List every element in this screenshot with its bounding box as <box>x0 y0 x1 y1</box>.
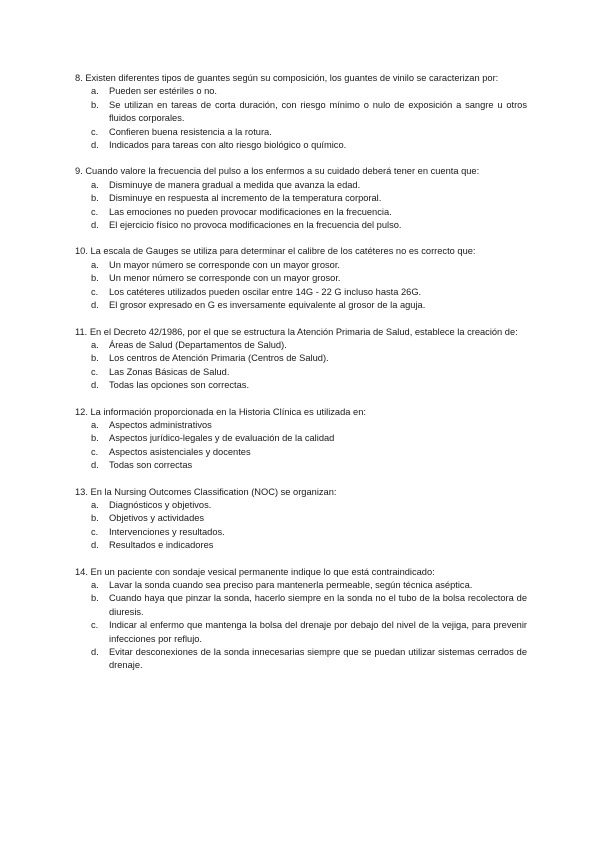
answer-option <box>75 126 527 139</box>
answer-option <box>75 499 527 512</box>
option-text: Un menor número se corresponde con un mayor grosor. <box>109 273 341 284</box>
answer-option <box>75 539 527 552</box>
option-text: Evitar desconexiones de la sonda innecesarias siempre que se puedan utilizar sistemas cerrados de drenaje. <box>109 647 527 671</box>
answer-options-list <box>75 179 527 233</box>
answer-options-list <box>75 85 527 152</box>
option-text: Todas son correctas <box>109 460 193 471</box>
option-text: Aspectos administrativos <box>109 419 212 430</box>
answer-option <box>75 459 527 472</box>
option-letter: c. <box>91 286 99 297</box>
option-letter: b. <box>91 593 99 604</box>
option-text: Diagnósticos y objetivos. <box>109 499 212 510</box>
option-letter: a. <box>91 580 99 590</box>
answer-option <box>75 512 527 525</box>
answer-option <box>75 99 527 126</box>
option-text: El ejercicio físico no provoca modificaciones en la frecuencia del pulso. <box>109 220 402 231</box>
answer-option <box>75 526 527 539</box>
option-letter: d. <box>91 540 99 551</box>
option-text: Disminuye de manera gradual a medida que avanza la edad. <box>109 179 361 190</box>
question-text: 12. La información proporcionada en la Historia Clínica es utilizada en: <box>75 406 366 417</box>
question-block <box>75 486 527 553</box>
option-text: Confieren buena resistencia a la rotura. <box>109 126 272 137</box>
answer-option <box>75 206 527 219</box>
option-letter: a. <box>91 339 99 350</box>
answer-option <box>75 286 527 299</box>
question-block <box>75 165 527 232</box>
option-letter: a. <box>91 499 99 510</box>
option-text: Resultados e indicadores <box>109 540 214 551</box>
answer-option <box>75 259 527 272</box>
answer-option <box>75 85 527 98</box>
option-text: Aspectos asistenciales y docentes <box>109 446 251 457</box>
answer-options-list <box>75 339 527 393</box>
answer-option <box>75 579 527 592</box>
answer-options-list <box>75 499 527 553</box>
option-text: Cuando haya que pinzar la sonda, hacerlo siempre en la sonda no el tubo de la bolsa recolectora de diuresis. <box>109 593 527 617</box>
question-block <box>75 72 527 152</box>
option-letter: c. <box>91 366 99 377</box>
option-letter: d. <box>91 647 99 658</box>
option-text: Lavar la sonda cuando sea preciso para mantenerla permeable, según técnica aséptica. <box>109 580 473 590</box>
option-text: Todas las opciones son correctas. <box>109 380 250 391</box>
option-text: Indicar al enfermo que mantenga la bolsa del drenaje por debajo del nivel de la vejiga, para prevenir infecciones por reflujo. <box>109 620 527 644</box>
question-block <box>75 326 527 393</box>
option-letter: a. <box>91 259 99 270</box>
option-text: Áreas de Salud (Departamentos de Salud). <box>109 339 287 350</box>
answer-option <box>75 379 527 392</box>
answer-option <box>75 339 527 352</box>
option-letter: b. <box>91 433 99 444</box>
answer-options-list <box>75 579 527 673</box>
answer-option <box>75 299 527 312</box>
option-letter: d. <box>91 460 99 471</box>
question-block <box>75 406 527 473</box>
option-letter: c. <box>91 206 99 217</box>
option-text: Pueden ser estériles o no. <box>109 86 218 97</box>
option-letter: b. <box>91 99 99 110</box>
option-text: Intervenciones y resultados. <box>109 526 225 537</box>
option-letter: d. <box>91 140 99 151</box>
answer-option <box>75 192 527 205</box>
option-letter: d. <box>91 220 99 231</box>
option-text: Las Zonas Básicas de Salud. <box>109 366 230 377</box>
option-text: Los catéteres utilizados pueden oscilar entre 14G - 22 G incluso hasta 26G. <box>109 286 422 297</box>
answer-option <box>75 419 527 432</box>
answer-option <box>75 272 527 285</box>
question-text: 10. La escala de Gauges se utiliza para determinar el calibre de los catéteres no es correcto que: <box>75 246 476 257</box>
answer-option <box>75 219 527 232</box>
option-text: Un mayor número se corresponde con un mayor grosor. <box>109 259 340 270</box>
question-text: 14. En un paciente con sondaje vesical permanente indique lo que está contraindicado: <box>75 566 435 577</box>
answer-option <box>75 139 527 152</box>
option-letter: b. <box>91 353 99 364</box>
question-text: 11. En el Decreto 42/1986, por el que se estructura la Atención Primaria de Salud, establece la creación de: <box>75 326 518 337</box>
answer-option <box>75 352 527 365</box>
question-text: 8. Existen diferentes tipos de guantes según su composición, los guantes de vinilo se caracterizan por: <box>75 73 499 83</box>
answer-options-list <box>75 259 527 313</box>
question-text: 9. Cuando valore la frecuencia del pulso a los enfermos a su cuidado deberá tener en cuenta que: <box>75 166 480 177</box>
option-letter: b. <box>91 193 99 204</box>
option-letter: b. <box>91 513 99 524</box>
option-text: Indicados para tareas con alto riesgo biológico o químico. <box>109 140 347 151</box>
option-text: Disminuye en respuesta al incremento de la temperatura corporal. <box>109 193 382 204</box>
option-text: Objetivos y actividades <box>109 513 205 524</box>
option-letter: c. <box>91 620 99 631</box>
option-text: Los centros de Atención Primaria (Centros de Salud). <box>109 353 329 364</box>
question-text: 13. En la Nursing Outcomes Classification (NOC) se organizan: <box>75 486 337 497</box>
answer-option <box>75 646 527 673</box>
option-letter: c. <box>91 526 99 537</box>
option-text: Se utilizan en tareas de corta duración, con riesgo mínimo o nulo de exposición a sangre u otros fluidos corporales. <box>109 99 527 124</box>
document-page <box>75 72 527 686</box>
answer-option <box>75 366 527 379</box>
option-letter: b. <box>91 273 99 284</box>
answer-option <box>75 446 527 459</box>
option-letter: a. <box>91 419 99 430</box>
option-letter: c. <box>91 446 99 457</box>
answer-options-list <box>75 419 527 473</box>
option-text: Aspectos jurídico-legales y de evaluación de la calidad <box>109 433 335 444</box>
option-letter: d. <box>91 380 99 391</box>
question-block <box>75 566 527 673</box>
option-letter: d. <box>91 300 99 311</box>
option-letter: a. <box>91 179 99 190</box>
answer-option <box>75 179 527 192</box>
option-letter: c. <box>91 126 99 137</box>
question-block <box>75 245 527 312</box>
option-letter: a. <box>91 86 99 97</box>
option-text: Las emociones no pueden provocar modificaciones en la frecuencia. <box>109 206 392 217</box>
option-text: El grosor expresado en G es inversamente equivalente al grosor de la aguja. <box>109 300 426 311</box>
answer-option <box>75 592 527 619</box>
answer-option <box>75 619 527 646</box>
answer-option <box>75 432 527 445</box>
